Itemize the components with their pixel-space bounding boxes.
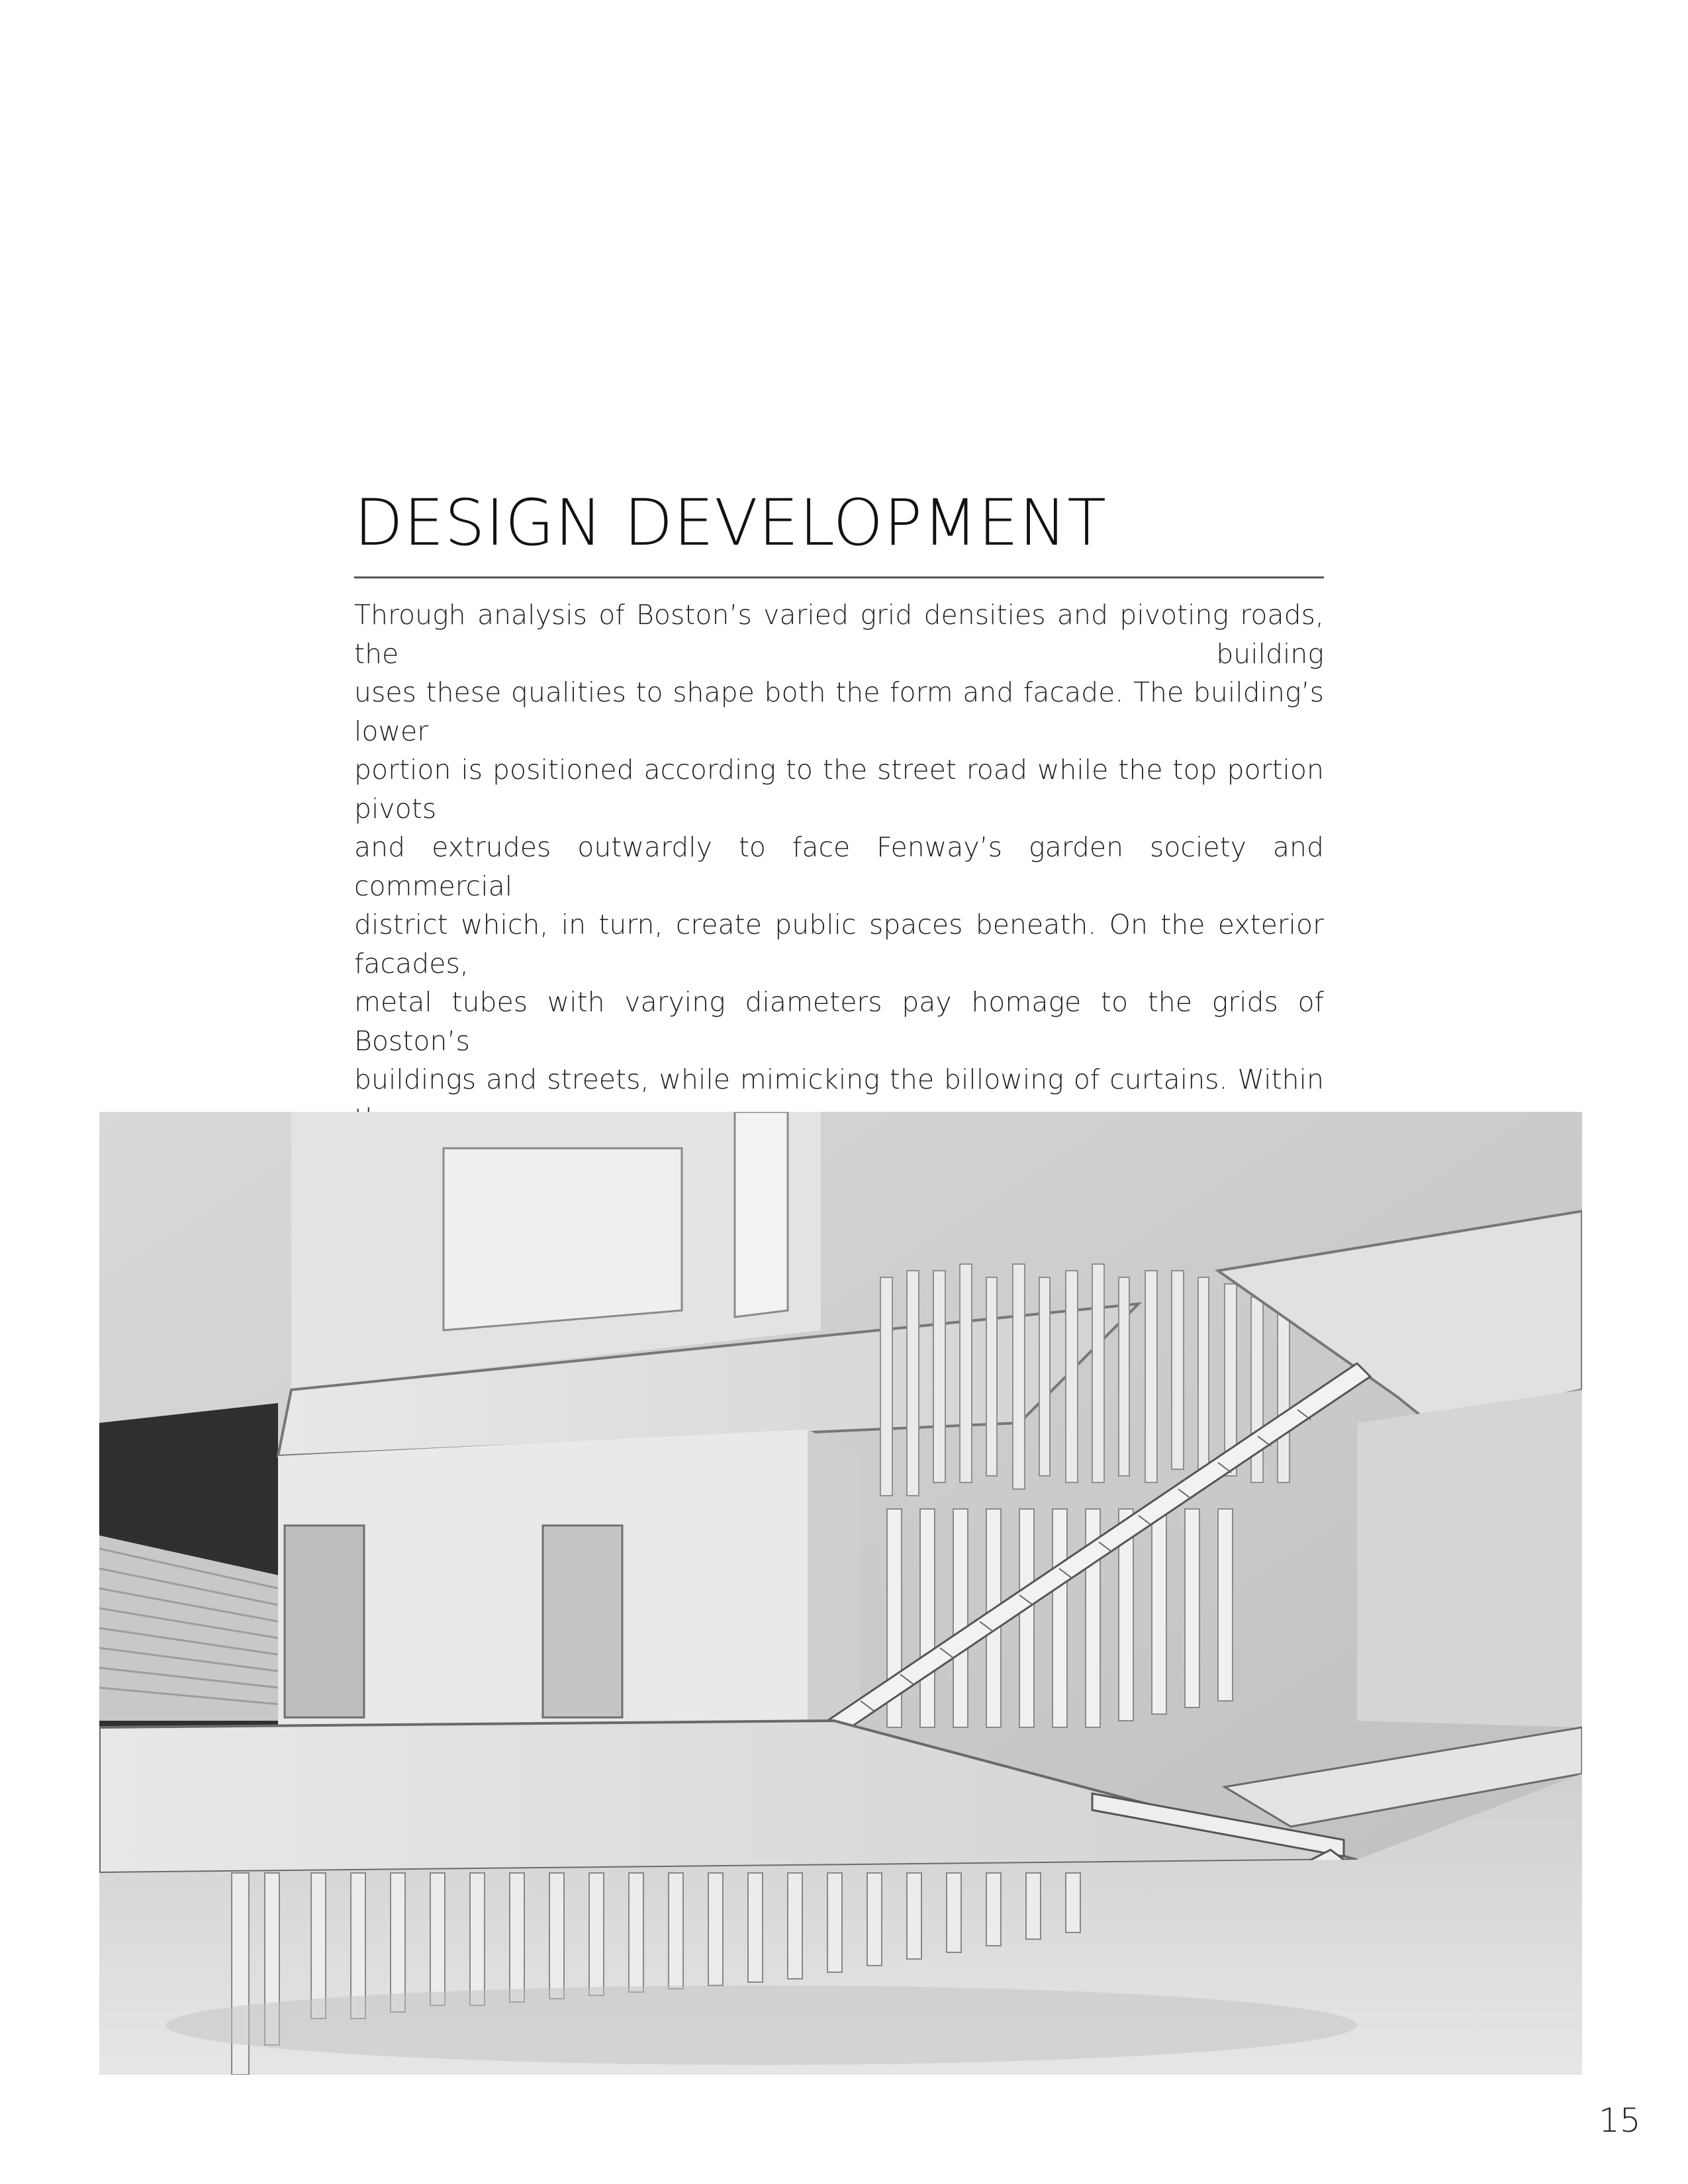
upper-door-opening: [735, 1112, 788, 1317]
body-line: and extrudes outwardly to face Fenway’s garden society and commercial: [354, 831, 1324, 902]
model-illustration: [99, 1112, 1582, 2075]
middle-block-side: [808, 1430, 861, 1727]
body-line: buildings and streets, while mimicking the billowing of curtains. Within: [354, 1064, 1324, 1095]
heading-divider: [354, 576, 1324, 578]
upper-room-opening: [444, 1148, 682, 1330]
floor-shadow: [165, 1985, 1357, 2065]
door-opening-right: [543, 1525, 622, 1717]
page-heading: DESIGN DEVELOPMENT: [354, 486, 1107, 560]
architectural-model-photo: [99, 1112, 1582, 2075]
body-line: metal tubes with varying diameters pay homage to the grids of Boston’s: [354, 986, 1324, 1057]
body-line: portion is positioned according to the street road while the top portion pivots: [354, 754, 1324, 825]
body-line: district which, in turn, create public spaces beneath. On the exterior facades,: [354, 909, 1324, 979]
body-line: uses these qualities to shape both the form and facade. The building’s lower: [354, 676, 1324, 747]
page-number: 15: [1599, 2101, 1641, 2140]
door-opening-left: [285, 1525, 364, 1717]
right-wall: [1357, 1390, 1582, 1727]
body-line: Through analysis of Boston’s varied grid densities and pivoting roads, the building: [354, 599, 1324, 670]
